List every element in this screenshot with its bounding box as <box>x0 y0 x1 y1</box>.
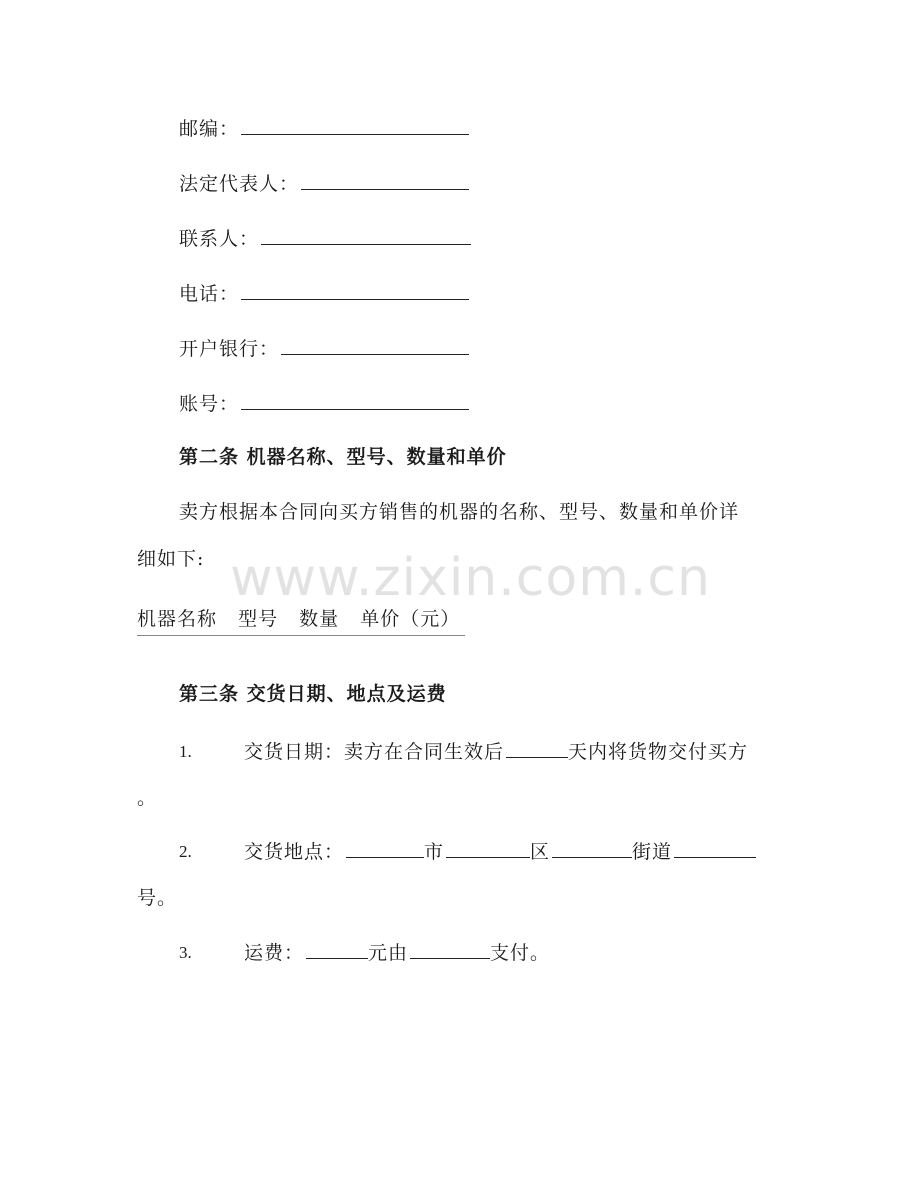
article3-heading: 第三条 交货日期、地点及运费 <box>179 683 447 705</box>
delivery-days-blank[interactable] <box>506 739 568 758</box>
field-postcode: 邮编： <box>179 116 469 141</box>
item-number: 2. <box>179 842 192 861</box>
machine-table-header <box>137 604 465 636</box>
postcode-blank[interactable] <box>241 116 469 135</box>
phone-blank[interactable] <box>241 281 469 300</box>
delivery-date-item: 1. 交货日期：卖方在合同生效后 天内将货物交付买方 <box>179 741 749 763</box>
account-blank[interactable] <box>241 391 469 410</box>
freight-amount-blank[interactable] <box>306 940 368 959</box>
field-account: 账号： <box>179 391 469 416</box>
contact-blank[interactable] <box>261 226 471 245</box>
field-bank: 开户银行： <box>179 336 469 361</box>
district-blank[interactable] <box>446 839 530 858</box>
article2-paragraph-line1: 卖方根据本合同向买方销售的机器的名称、型号、数量和单价详 <box>179 501 740 523</box>
field-contact: 联系人： <box>179 226 471 251</box>
item-number: 1. <box>179 742 192 761</box>
col-unit-price: 单价（元） <box>360 608 461 630</box>
item-number: 3. <box>179 943 192 962</box>
city-blank[interactable] <box>346 839 424 858</box>
delivery-place-continuation: 号。 <box>137 887 178 909</box>
street-blank[interactable] <box>552 839 632 858</box>
field-phone: 电话： <box>179 281 469 306</box>
payer-blank[interactable] <box>410 940 490 959</box>
bank-blank[interactable] <box>281 336 469 355</box>
col-machine-name: 机器名称 <box>137 608 218 630</box>
article2-heading: 第二条 机器名称、型号、数量和单价 <box>179 446 507 468</box>
col-model: 型号 <box>238 608 279 630</box>
legal-rep-blank[interactable] <box>301 171 469 190</box>
delivery-date-continuation: 。 <box>137 787 158 809</box>
col-quantity: 数量 <box>299 608 340 630</box>
field-legal-rep: 法定代表人： <box>179 171 469 196</box>
freight-item: 3. 运费： 元由 支付。 <box>179 942 551 964</box>
number-blank[interactable] <box>674 839 756 858</box>
delivery-place-item: 2. 交货地点： 市 区 街道 <box>179 839 192 864</box>
watermark: www.zixin.com.cn <box>230 548 711 608</box>
article2-paragraph-line2: 细如下: <box>137 548 205 570</box>
